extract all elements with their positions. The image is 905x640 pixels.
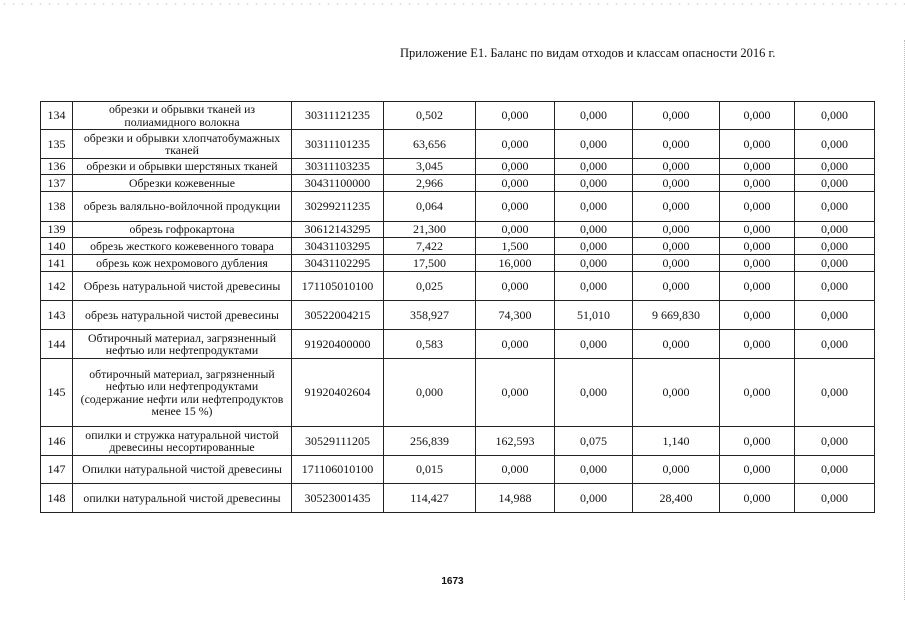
waste-code-cell: 30522004215: [292, 301, 384, 330]
waste-code-cell: 171105010100: [292, 272, 384, 301]
value-6-cell: 0,000: [795, 192, 875, 222]
table-row: [41, 102, 875, 130]
table-row: [41, 330, 875, 359]
value-5-cell: 0,000: [720, 238, 795, 255]
value-4-cell: 0,000: [633, 238, 720, 255]
scan-edge: [901, 40, 905, 600]
value-3-cell: 0,000: [555, 255, 633, 272]
value-6-cell: 0,000: [795, 272, 875, 301]
value-5-cell: 0,000: [720, 427, 795, 456]
value-2-cell: 1,500: [476, 238, 555, 255]
row-number-cell: 138: [41, 192, 73, 222]
waste-name-cell: опилки натуральной чистой древесины: [73, 484, 292, 513]
value-1-cell: 0,015: [384, 456, 476, 484]
value-3-cell: 0,000: [555, 238, 633, 255]
table-row: [41, 359, 875, 427]
row-number-cell: 141: [41, 255, 73, 272]
waste-name-cell: опилки и стружка натуральной чистой древесины несортированные: [73, 427, 292, 456]
value-2-cell: 0,000: [476, 159, 555, 175]
waste-code-cell: 30299211235: [292, 192, 384, 222]
value-1-cell: 0,064: [384, 192, 476, 222]
waste-code-cell: 30431100000: [292, 175, 384, 192]
value-5-cell: 0,000: [720, 130, 795, 159]
row-number-cell: 148: [41, 484, 73, 513]
table-row: [41, 255, 875, 272]
row-number-cell: 134: [41, 102, 73, 130]
value-1-cell: 114,427: [384, 484, 476, 513]
waste-code-cell: 30311103235: [292, 159, 384, 175]
table-row: [41, 175, 875, 192]
value-2-cell: 0,000: [476, 102, 555, 130]
value-3-cell: 0,000: [555, 272, 633, 301]
value-5-cell: 0,000: [720, 301, 795, 330]
waste-name-cell: обрезки и обрывки тканей из полиамидного волокна: [73, 102, 292, 130]
scan-artifacts: [0, 0, 905, 8]
value-6-cell: 0,000: [795, 330, 875, 359]
row-number-cell: 135: [41, 130, 73, 159]
waste-balance-table: [40, 101, 875, 513]
value-3-cell: 0,000: [555, 130, 633, 159]
table-row: [41, 159, 875, 175]
value-6-cell: 0,000: [795, 175, 875, 192]
value-1-cell: 21,300: [384, 222, 476, 238]
value-1-cell: 2,966: [384, 175, 476, 192]
value-6-cell: 0,000: [795, 456, 875, 484]
table-row: [41, 222, 875, 238]
row-number-cell: 143: [41, 301, 73, 330]
value-3-cell: 0,000: [555, 102, 633, 130]
value-1-cell: 0,000: [384, 359, 476, 427]
value-1-cell: 63,656: [384, 130, 476, 159]
value-5-cell: 0,000: [720, 484, 795, 513]
value-2-cell: 162,593: [476, 427, 555, 456]
value-2-cell: 0,000: [476, 330, 555, 359]
waste-name-cell: Обрезки кожевенные: [73, 175, 292, 192]
value-1-cell: 256,839: [384, 427, 476, 456]
waste-name-cell: обтирочный материал, загрязненный нефтью или нефтепродуктами (содержание нефти или нефтепродуктов менее 15 %): [73, 359, 292, 427]
value-4-cell: 0,000: [633, 222, 720, 238]
waste-code-cell: 30523001435: [292, 484, 384, 513]
waste-code-cell: 30431102295: [292, 255, 384, 272]
waste-name-cell: обрезь натуральной чистой древесины: [73, 301, 292, 330]
waste-name-cell: Опилки натуральной чистой древесины: [73, 456, 292, 484]
value-3-cell: 0,000: [555, 330, 633, 359]
waste-code-cell: 30529111205: [292, 427, 384, 456]
waste-name-cell: обрезь жесткого кожевенного товара: [73, 238, 292, 255]
value-4-cell: 0,000: [633, 159, 720, 175]
row-number-cell: 145: [41, 359, 73, 427]
table-row: [41, 272, 875, 301]
value-4-cell: 0,000: [633, 192, 720, 222]
value-1-cell: 0,583: [384, 330, 476, 359]
waste-name-cell: обрезки и обрывки шерстяных тканей: [73, 159, 292, 175]
value-6-cell: 0,000: [795, 484, 875, 513]
waste-name-cell: Обрезь натуральной чистой древесины: [73, 272, 292, 301]
waste-code-cell: 171106010100: [292, 456, 384, 484]
value-4-cell: 0,000: [633, 456, 720, 484]
value-6-cell: 0,000: [795, 301, 875, 330]
value-2-cell: 0,000: [476, 456, 555, 484]
waste-code-cell: 30612143295: [292, 222, 384, 238]
value-4-cell: 0,000: [633, 330, 720, 359]
value-6-cell: 0,000: [795, 222, 875, 238]
value-6-cell: 0,000: [795, 359, 875, 427]
value-3-cell: 0,000: [555, 359, 633, 427]
value-4-cell: 0,000: [633, 175, 720, 192]
value-3-cell: 0,000: [555, 159, 633, 175]
value-3-cell: 51,010: [555, 301, 633, 330]
value-6-cell: 0,000: [795, 238, 875, 255]
table-row: [41, 192, 875, 222]
row-number-cell: 136: [41, 159, 73, 175]
value-4-cell: 0,000: [633, 255, 720, 272]
page-title: Приложение Е1. Баланс по видам отходов и классам опасности 2016 г.: [400, 46, 776, 60]
value-2-cell: 0,000: [476, 272, 555, 301]
value-6-cell: 0,000: [795, 102, 875, 130]
row-number-cell: 147: [41, 456, 73, 484]
value-3-cell: 0,000: [555, 456, 633, 484]
value-3-cell: 0,000: [555, 192, 633, 222]
row-number-cell: 146: [41, 427, 73, 456]
waste-code-cell: 91920400000: [292, 330, 384, 359]
value-6-cell: 0,000: [795, 255, 875, 272]
value-5-cell: 0,000: [720, 456, 795, 484]
table-row: [41, 427, 875, 456]
value-6-cell: 0,000: [795, 130, 875, 159]
table-row: [41, 456, 875, 484]
value-5-cell: 0,000: [720, 255, 795, 272]
row-number-cell: 137: [41, 175, 73, 192]
value-4-cell: 9 669,830: [633, 301, 720, 330]
waste-code-cell: 91920402604: [292, 359, 384, 427]
value-1-cell: 358,927: [384, 301, 476, 330]
value-2-cell: 0,000: [476, 359, 555, 427]
row-number-cell: 139: [41, 222, 73, 238]
value-5-cell: 0,000: [720, 102, 795, 130]
table-row: [41, 238, 875, 255]
waste-name-cell: обрезь валяльно-войлочной продукции: [73, 192, 292, 222]
value-3-cell: 0,000: [555, 222, 633, 238]
value-4-cell: 1,140: [633, 427, 720, 456]
value-6-cell: 0,000: [795, 427, 875, 456]
page-number: 1673: [441, 576, 464, 587]
value-5-cell: 0,000: [720, 359, 795, 427]
value-2-cell: 0,000: [476, 222, 555, 238]
value-5-cell: 0,000: [720, 192, 795, 222]
value-4-cell: 0,000: [633, 130, 720, 159]
waste-name-cell: обрезки и обрывки хлопчатобумажных тканей: [73, 130, 292, 159]
value-2-cell: 0,000: [476, 175, 555, 192]
waste-code-cell: 30311101235: [292, 130, 384, 159]
value-2-cell: 0,000: [476, 130, 555, 159]
table-body: [41, 102, 875, 513]
waste-code-cell: 30431103295: [292, 238, 384, 255]
row-number-cell: 140: [41, 238, 73, 255]
row-number-cell: 144: [41, 330, 73, 359]
row-number-cell: 142: [41, 272, 73, 301]
value-3-cell: 0,000: [555, 484, 633, 513]
value-5-cell: 0,000: [720, 272, 795, 301]
value-1-cell: 17,500: [384, 255, 476, 272]
waste-name-cell: обрезь гофрокартона: [73, 222, 292, 238]
value-5-cell: 0,000: [720, 175, 795, 192]
value-1-cell: 3,045: [384, 159, 476, 175]
value-4-cell: 28,400: [633, 484, 720, 513]
value-4-cell: 0,000: [633, 272, 720, 301]
value-1-cell: 0,502: [384, 102, 476, 130]
value-2-cell: 14,988: [476, 484, 555, 513]
waste-name-cell: обрезь кож нехромового дубления: [73, 255, 292, 272]
value-5-cell: 0,000: [720, 159, 795, 175]
value-3-cell: 0,000: [555, 175, 633, 192]
value-5-cell: 0,000: [720, 330, 795, 359]
value-1-cell: 7,422: [384, 238, 476, 255]
value-5-cell: 0,000: [720, 222, 795, 238]
value-4-cell: 0,000: [633, 359, 720, 427]
value-2-cell: 74,300: [476, 301, 555, 330]
value-3-cell: 0,075: [555, 427, 633, 456]
waste-name-cell: Обтирочный материал, загрязненный нефтью или нефтепродуктами: [73, 330, 292, 359]
table-row: [41, 484, 875, 513]
value-1-cell: 0,025: [384, 272, 476, 301]
value-6-cell: 0,000: [795, 159, 875, 175]
table-row: [41, 130, 875, 159]
value-2-cell: 0,000: [476, 192, 555, 222]
value-4-cell: 0,000: [633, 102, 720, 130]
value-2-cell: 16,000: [476, 255, 555, 272]
waste-code-cell: 30311121235: [292, 102, 384, 130]
table-row: [41, 301, 875, 330]
